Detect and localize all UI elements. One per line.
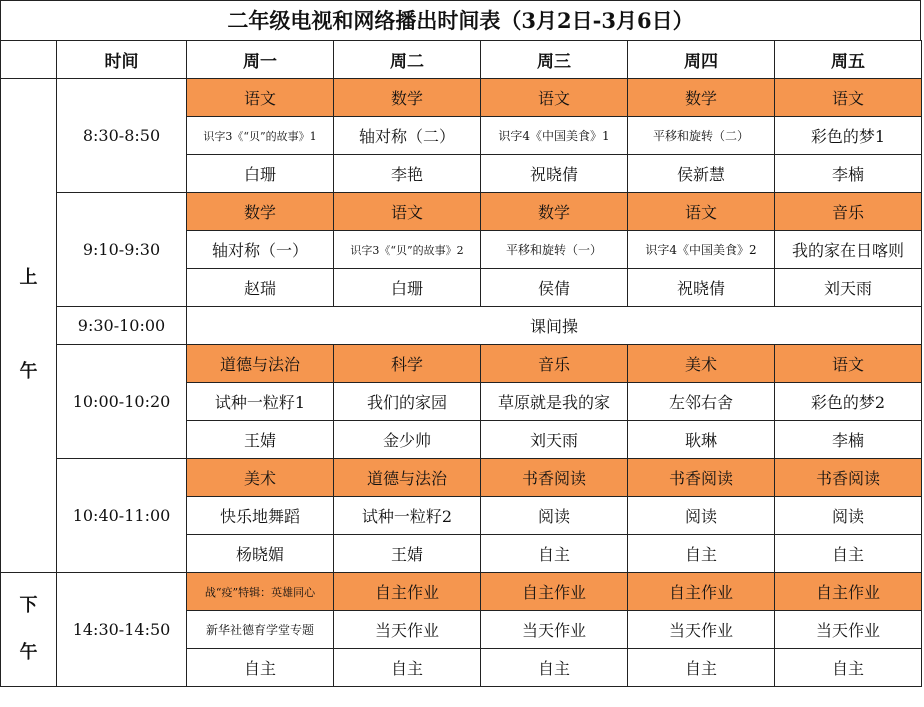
subject-cell: 自主作业 xyxy=(775,573,922,611)
subject-cell: 道德与法治 xyxy=(187,345,334,383)
subject-cell: 数学 xyxy=(334,79,481,117)
lesson-cell: 我们的家园 xyxy=(334,383,481,421)
subject-cell: 语文 xyxy=(775,345,922,383)
subject-cell: 语文 xyxy=(628,193,775,231)
period-morning-char: 午 xyxy=(19,360,38,382)
corner-cell xyxy=(1,41,57,79)
teacher-cell: 自主 xyxy=(481,649,628,687)
lesson-cell: 识字4《中国美食》1 xyxy=(481,117,628,155)
lesson-cell: 试种一粒籽1 xyxy=(187,383,334,421)
lesson-cell: 草原就是我的家 xyxy=(481,383,628,421)
teacher-cell: 刘天雨 xyxy=(481,421,628,459)
subject-row xyxy=(1,573,922,611)
subject-cell: 音乐 xyxy=(775,193,922,231)
teacher-cell: 自主 xyxy=(775,649,922,687)
time-slot: 8:30-8:50 xyxy=(57,79,187,193)
subject-cell: 科学 xyxy=(334,345,481,383)
lesson-cell: 当天作业 xyxy=(628,611,775,649)
subject-row xyxy=(1,79,922,117)
teacher-cell: 赵瑞 xyxy=(187,269,334,307)
header-day: 周四 xyxy=(628,41,775,79)
teacher-cell: 自主 xyxy=(334,649,481,687)
subject-cell: 书香阅读 xyxy=(775,459,922,497)
teacher-cell: 自主 xyxy=(775,535,922,573)
subject-cell: 书香阅读 xyxy=(628,459,775,497)
schedule-title: 二年级电视和网络播出时间表（3月2日-3月6日） xyxy=(0,0,921,40)
teacher-cell: 侯倩 xyxy=(481,269,628,307)
teacher-cell: 王婧 xyxy=(187,421,334,459)
lesson-cell: 新华社德育学堂专题 xyxy=(187,611,334,649)
break-time: 9:30-10:00 xyxy=(57,307,187,345)
teacher-cell: 自主 xyxy=(187,649,334,687)
teacher-cell: 杨晓媚 xyxy=(187,535,334,573)
header-time: 时间 xyxy=(57,41,187,79)
lesson-cell: 我的家在日喀则 xyxy=(775,231,922,269)
teacher-cell: 刘天雨 xyxy=(775,269,922,307)
subject-cell: 语文 xyxy=(334,193,481,231)
lesson-cell: 当天作业 xyxy=(334,611,481,649)
subject-cell: 语文 xyxy=(187,79,334,117)
time-slot: 10:40-11:00 xyxy=(57,459,187,573)
break-label: 课间操 xyxy=(187,307,922,345)
period-afternoon-char: 午 xyxy=(19,641,38,663)
lesson-cell: 识字4《中国美食》2 xyxy=(628,231,775,269)
lesson-cell: 识字3《“贝”的故事》2 xyxy=(334,231,481,269)
subject-cell: 自主作业 xyxy=(334,573,481,611)
teacher-cell: 白珊 xyxy=(187,155,334,193)
time-slot: 10:00-10:20 xyxy=(57,345,187,459)
break-row xyxy=(1,307,922,345)
lesson-cell: 轴对称（二） xyxy=(334,117,481,155)
teacher-cell: 金少帅 xyxy=(334,421,481,459)
subject-cell: 战“疫”特辑：英雄同心 xyxy=(187,573,334,611)
subject-cell: 美术 xyxy=(628,345,775,383)
subject-cell: 数学 xyxy=(481,193,628,231)
lesson-cell: 阅读 xyxy=(628,497,775,535)
lesson-cell: 快乐地舞蹈 xyxy=(187,497,334,535)
teacher-cell: 自主 xyxy=(628,535,775,573)
subject-cell: 语文 xyxy=(481,79,628,117)
header-row xyxy=(1,41,922,79)
teacher-cell: 王婧 xyxy=(334,535,481,573)
lesson-cell: 当天作业 xyxy=(481,611,628,649)
teacher-cell: 自主 xyxy=(481,535,628,573)
period-afternoon-char: 下 xyxy=(19,594,38,616)
teacher-cell: 自主 xyxy=(628,649,775,687)
header-day: 周一 xyxy=(187,41,334,79)
header-day: 周三 xyxy=(481,41,628,79)
header-day: 周五 xyxy=(775,41,922,79)
lesson-cell: 试种一粒籽2 xyxy=(334,497,481,535)
teacher-cell: 李艳 xyxy=(334,155,481,193)
teacher-cell: 李楠 xyxy=(775,421,922,459)
subject-cell: 书香阅读 xyxy=(481,459,628,497)
header-day: 周二 xyxy=(334,41,481,79)
subject-cell: 数学 xyxy=(628,79,775,117)
teacher-cell: 白珊 xyxy=(334,269,481,307)
time-slot: 14:30-14:50 xyxy=(57,573,187,687)
subject-cell: 道德与法治 xyxy=(334,459,481,497)
period-morning-char: 上 xyxy=(19,267,38,289)
lesson-cell: 当天作业 xyxy=(775,611,922,649)
subject-row xyxy=(1,459,922,497)
time-slot: 9:10-9:30 xyxy=(57,193,187,307)
lesson-cell: 轴对称（一） xyxy=(187,231,334,269)
teacher-cell: 祝晓倩 xyxy=(481,155,628,193)
subject-cell: 语文 xyxy=(775,79,922,117)
lesson-cell: 平移和旋转（一） xyxy=(481,231,628,269)
teacher-cell: 侯新慧 xyxy=(628,155,775,193)
lesson-cell: 阅读 xyxy=(481,497,628,535)
lesson-cell: 彩色的梦1 xyxy=(775,117,922,155)
teacher-cell: 祝晓倩 xyxy=(628,269,775,307)
subject-cell: 音乐 xyxy=(481,345,628,383)
lesson-cell: 左邻右舍 xyxy=(628,383,775,421)
subject-row xyxy=(1,345,922,383)
lesson-cell: 阅读 xyxy=(775,497,922,535)
lesson-cell: 平移和旋转（二） xyxy=(628,117,775,155)
subject-cell: 美术 xyxy=(187,459,334,497)
schedule-table xyxy=(0,40,922,687)
lesson-cell: 彩色的梦2 xyxy=(775,383,922,421)
teacher-cell: 李楠 xyxy=(775,155,922,193)
subject-cell: 数学 xyxy=(187,193,334,231)
teacher-cell: 耿琳 xyxy=(628,421,775,459)
period-afternoon xyxy=(1,573,57,687)
subject-row xyxy=(1,193,922,231)
subject-cell: 自主作业 xyxy=(628,573,775,611)
lesson-cell: 识字3《“贝”的故事》1 xyxy=(187,117,334,155)
period-morning xyxy=(1,79,57,573)
subject-cell: 自主作业 xyxy=(481,573,628,611)
